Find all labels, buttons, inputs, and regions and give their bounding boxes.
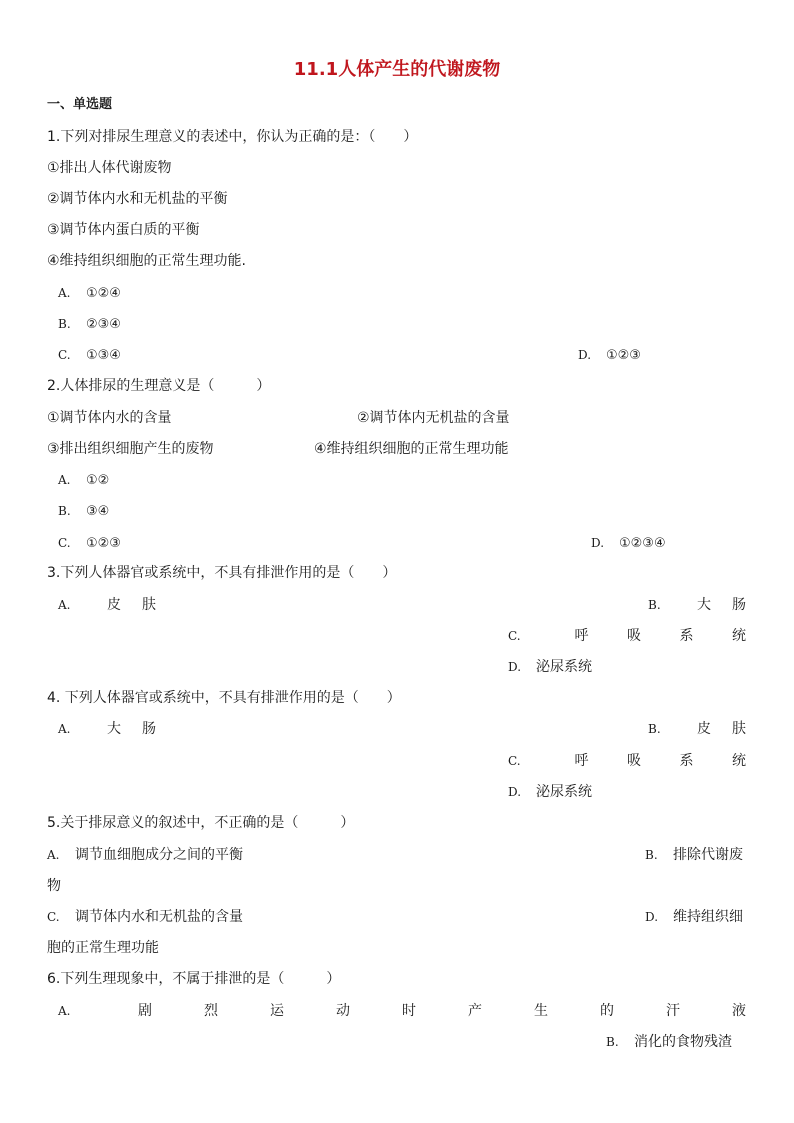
question-6-option-a[interactable]: A. 剧 烈 运 动 时 产 生 的 汗 液 (58, 1003, 746, 1019)
question-3-option-d[interactable]: D. 泌尿系统 (508, 659, 592, 675)
question-4-stem: 4. 下列人体器官或系统中，不具有排泄作用的是（ ） (47, 690, 401, 706)
question-6-option-b[interactable]: B. 消化的食物残渣 (606, 1034, 732, 1050)
question-1-stem: 1.下列对排尿生理意义的表述中，你认为正确的是：（ ） (47, 129, 418, 145)
question-2-option-b[interactable]: B. ③④ (58, 504, 110, 519)
question-3-option-b[interactable]: B. 大 肠 (648, 597, 746, 613)
question-1-option-a[interactable]: A. ①②④ (58, 286, 121, 301)
question-4-option-c[interactable]: C. 呼 吸 系 统 (508, 753, 746, 769)
question-6-stem: 6.下列生理现象中，不属于排泄的是（ ） (47, 971, 341, 987)
question-4-option-d[interactable]: D. 泌尿系统 (508, 784, 592, 800)
question-1-option-d[interactable]: D. ①②③ (578, 348, 641, 363)
section-heading: 一、单选题 (47, 97, 113, 112)
question-4-option-a[interactable]: A. 大 肠 (58, 721, 156, 737)
question-5-option-b-continuation: 物 (47, 878, 61, 894)
question-2-option-c[interactable]: C. ①②③ (58, 536, 121, 551)
question-1-item: ④维持组织细胞的正常生理功能. (47, 253, 247, 269)
question-1-option-b[interactable]: B. ②③④ (58, 317, 121, 332)
question-2-item: ①调节体内水的含量 (47, 410, 172, 426)
question-5-option-d[interactable]: D. 维持组织细 (645, 909, 743, 925)
question-2-option-d[interactable]: D. ①②③④ (591, 536, 666, 551)
question-1-option-c[interactable]: C. ①③④ (58, 348, 121, 363)
question-2-stem: 2.人体排尿的生理意义是（ ） (47, 378, 271, 394)
question-2-item: ②调节体内无机盐的含量 (357, 410, 510, 426)
page-title: 11.1人体产生的代谢废物 (293, 59, 501, 80)
question-2-item: ③排出组织细胞产生的废物 (47, 441, 214, 457)
question-3-option-c[interactable]: C. 呼 吸 系 统 (508, 628, 746, 644)
question-3-option-a[interactable]: A. 皮 肤 (58, 597, 156, 613)
question-2-item: ④维持组织细胞的正常生理功能 (314, 441, 509, 457)
question-3-stem: 3.下列人体器官或系统中，不具有排泄作用的是（ ） (47, 565, 397, 581)
question-2-option-a[interactable]: A. ①② (58, 473, 110, 488)
question-1-item: ①排出人体代谢废物 (47, 160, 172, 176)
question-5-option-b[interactable]: B. 排除代谢废 (645, 847, 743, 863)
question-1-item: ③调节体内蛋白质的平衡 (47, 222, 200, 238)
question-5-option-c[interactable]: C. 调节体内水和无机盐的含量 (47, 909, 243, 925)
question-5-stem: 5.关于排尿意义的叙述中，不正确的是（ ） (47, 815, 355, 831)
question-4-option-b[interactable]: B. 皮 肤 (648, 721, 746, 737)
question-5-option-a[interactable]: A. 调节血细胞成分之间的平衡 (47, 847, 243, 863)
question-1-item: ②调节体内水和无机盐的平衡 (47, 191, 228, 207)
question-5-option-d-continuation: 胞的正常生理功能 (47, 940, 159, 956)
